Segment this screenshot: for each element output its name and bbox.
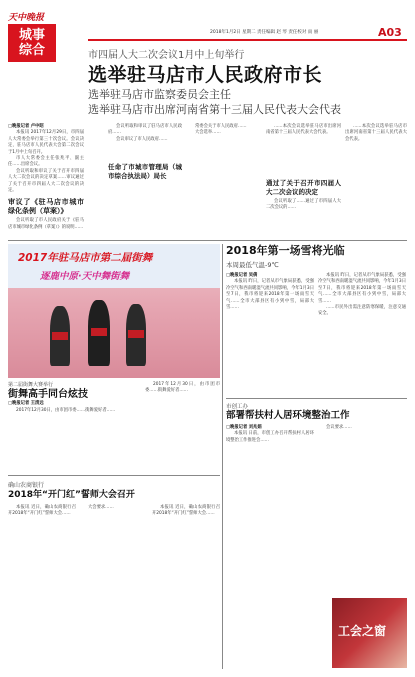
city-body — [226, 425, 407, 444]
bank-paragraph: 本报讯 近日，确山农商银行召开2018年“开门红”誓师大会…… — [152, 505, 220, 517]
section-label-line2: 综合 — [18, 43, 45, 58]
weather-paragraph: 本报讯 昨日，记者从市气象局获悉，受强冷空气和西南暖湿气流共同影响，今年1月3日至7日，我市将迎来2018年第一场雨雪天气……全市大部县区有小到中雪，局部大雪…… — [226, 279, 314, 311]
photo1-caption-right — [145, 382, 220, 395]
city-byline: □晚报记者 刘兆娟 — [226, 425, 262, 430]
lead-subtitle-1: 选举驻马店市监察委员会主任 — [88, 88, 231, 101]
section-divider — [8, 240, 407, 241]
banner-slogan: 逐鹿中原·天中舞街舞 — [40, 271, 130, 282]
lead-column-1 — [8, 124, 84, 231]
section-divider — [8, 475, 220, 476]
lead-paragraph: 市人大常委会主任张兆平、副主任……出席会议。 — [8, 156, 84, 168]
weather-subtitle: 本周最低气温-9℃ — [226, 261, 279, 269]
lead-title: 选举驻马店市人民政府市长 — [88, 64, 323, 86]
bank-kicker: 确山农商银行 — [8, 482, 45, 489]
header-rule — [88, 39, 407, 41]
date-line: 2018年1月2日 星期二 责任编辑 赵 琴 责任校对 雨 丽 — [210, 30, 319, 35]
dancer-shirt — [91, 328, 107, 336]
lead-paragraph: 会议听取了市人民政府关于《驻马店市城市绿化条例（草案）》的说明…… — [8, 218, 84, 230]
lead-subtitle-2: 选举驻马店市出席河南省第十三届人民代表大会代表 — [88, 103, 341, 116]
photo1-caption — [8, 382, 140, 414]
photo1-text: 2017年12月30日，由市团市委……街舞爱好者…… — [145, 382, 220, 394]
lead-column-5 — [345, 124, 407, 143]
page-number: A03 — [378, 26, 402, 39]
street-dance-photo — [8, 244, 220, 378]
weather-byline: □晚报记者 吴倩 — [226, 273, 258, 278]
photo1-byline: □晚报记者 王清远 — [8, 401, 44, 407]
bank-column — [152, 505, 220, 518]
city-kicker: 市创工办 — [226, 404, 249, 410]
weather-paragraph: 本报讯 昨日，记者从市气象局获悉，受强冷空气和西南暖湿气流共同影响，今年1月3日至7日，我市将迎来2018年第一场雨雪天气……全市大部县区有小到中雪，局部大雪…… — [318, 273, 406, 304]
badge-text: 工会之窗 — [338, 624, 387, 638]
lead-paragraph: 本报讯 2017年12月29日，市四届人大常委会举行第三十次会议。会议决定，驻马店市人民代表大会第二次会议于1月中上旬召开。 — [8, 130, 84, 155]
bank-paragraph: 本报讯 近日，确山农商银行召开2018年“开门红”誓师大会…… — [8, 505, 76, 517]
lead-byline: □晚报记者 卢中昭 — [8, 124, 44, 129]
photo1-text: 2017年12月30日，由市团市委……街舞爱好者…… — [16, 407, 116, 413]
lead-paragraph: 常委会关于市人民政府…… — [195, 124, 247, 129]
banner-title: 2017年驻马店市第二届街舞 — [18, 252, 153, 264]
bank-title: 2018年“开门红”誓师大会召开 — [8, 490, 135, 500]
city-paragraph: 本报讯 日前，市创工办召开帮扶村人居环境整治工作推进会…… — [226, 431, 314, 443]
bank-body — [8, 505, 220, 518]
lead-subhead-1: 审议了《驻马店市城市绿化条例（草案）》 — [8, 198, 84, 216]
bank-story — [8, 480, 220, 518]
lead-paragraph: 大会选举…… — [195, 130, 221, 136]
city-title: 部署帮扶村人居环境整治工作 — [226, 410, 350, 421]
photo1-caption-kicker: 第二届街舞大赛举行 — [8, 382, 54, 388]
section-label-line1: 城事 — [18, 28, 45, 43]
lead-paragraph: ……本次会议选举驻马店市出席河南省第十三届人民代表大会代表。 — [345, 124, 407, 142]
bank-column — [80, 505, 148, 518]
labor-union-badge-image — [332, 598, 407, 668]
lead-subhead-2: 任命了市城市管理局（城市综合执法局）局长 — [108, 163, 182, 181]
weather-story — [226, 244, 407, 318]
lead-paragraph: 会议听取和审议了驻马店市人民政府…… — [108, 124, 182, 136]
weather-title: 2018年第一场雪将光临 — [226, 244, 345, 257]
section-label — [8, 24, 56, 62]
paper-logo: 天中晚报 — [8, 13, 45, 23]
lead-column-4 — [266, 124, 341, 212]
weather-body — [226, 273, 407, 318]
city-column — [318, 425, 406, 444]
photo1-caption-title: 街舞高手同台炫技 — [8, 389, 88, 401]
lead-paragraph: ……本次会议选举驻马店市出席河南省第十三届人民代表大会代表。 — [266, 124, 341, 136]
bank-column — [8, 505, 76, 518]
lead-kicker: 市四届人大二次会议1月中上旬举行 — [88, 50, 245, 61]
dancer-shirt — [128, 330, 144, 338]
weather-column — [318, 273, 406, 318]
lead-paragraph: 会议听取了……通过了市四届人大二次会议的…… — [266, 198, 341, 211]
lead-column-3 — [187, 124, 262, 137]
city-paragraph: 会议要求…… — [326, 425, 352, 430]
weather-paragraph: ……市民外出需注意防寒保暖，注意交通安全。 — [318, 305, 406, 317]
lead-paragraph: 会议听取和审议了关于召开市四届人大二次会议的决定草案……审议通过了关于召开市四届人大二次会议的决定。 — [8, 168, 84, 194]
lead-paragraph: 会议审议了市人民政府…… — [116, 136, 168, 142]
city-story — [226, 402, 407, 444]
weather-column — [226, 273, 314, 318]
column-rule — [222, 244, 223, 669]
city-column — [226, 425, 314, 444]
lead-column-2 — [108, 124, 182, 181]
bank-paragraph: 大会要求…… — [88, 505, 114, 510]
dancer-shirt — [52, 332, 68, 340]
lead-subhead-3: 通过了关于召开市四届人大二次会议的决定 — [266, 178, 341, 196]
section-divider — [226, 398, 407, 399]
